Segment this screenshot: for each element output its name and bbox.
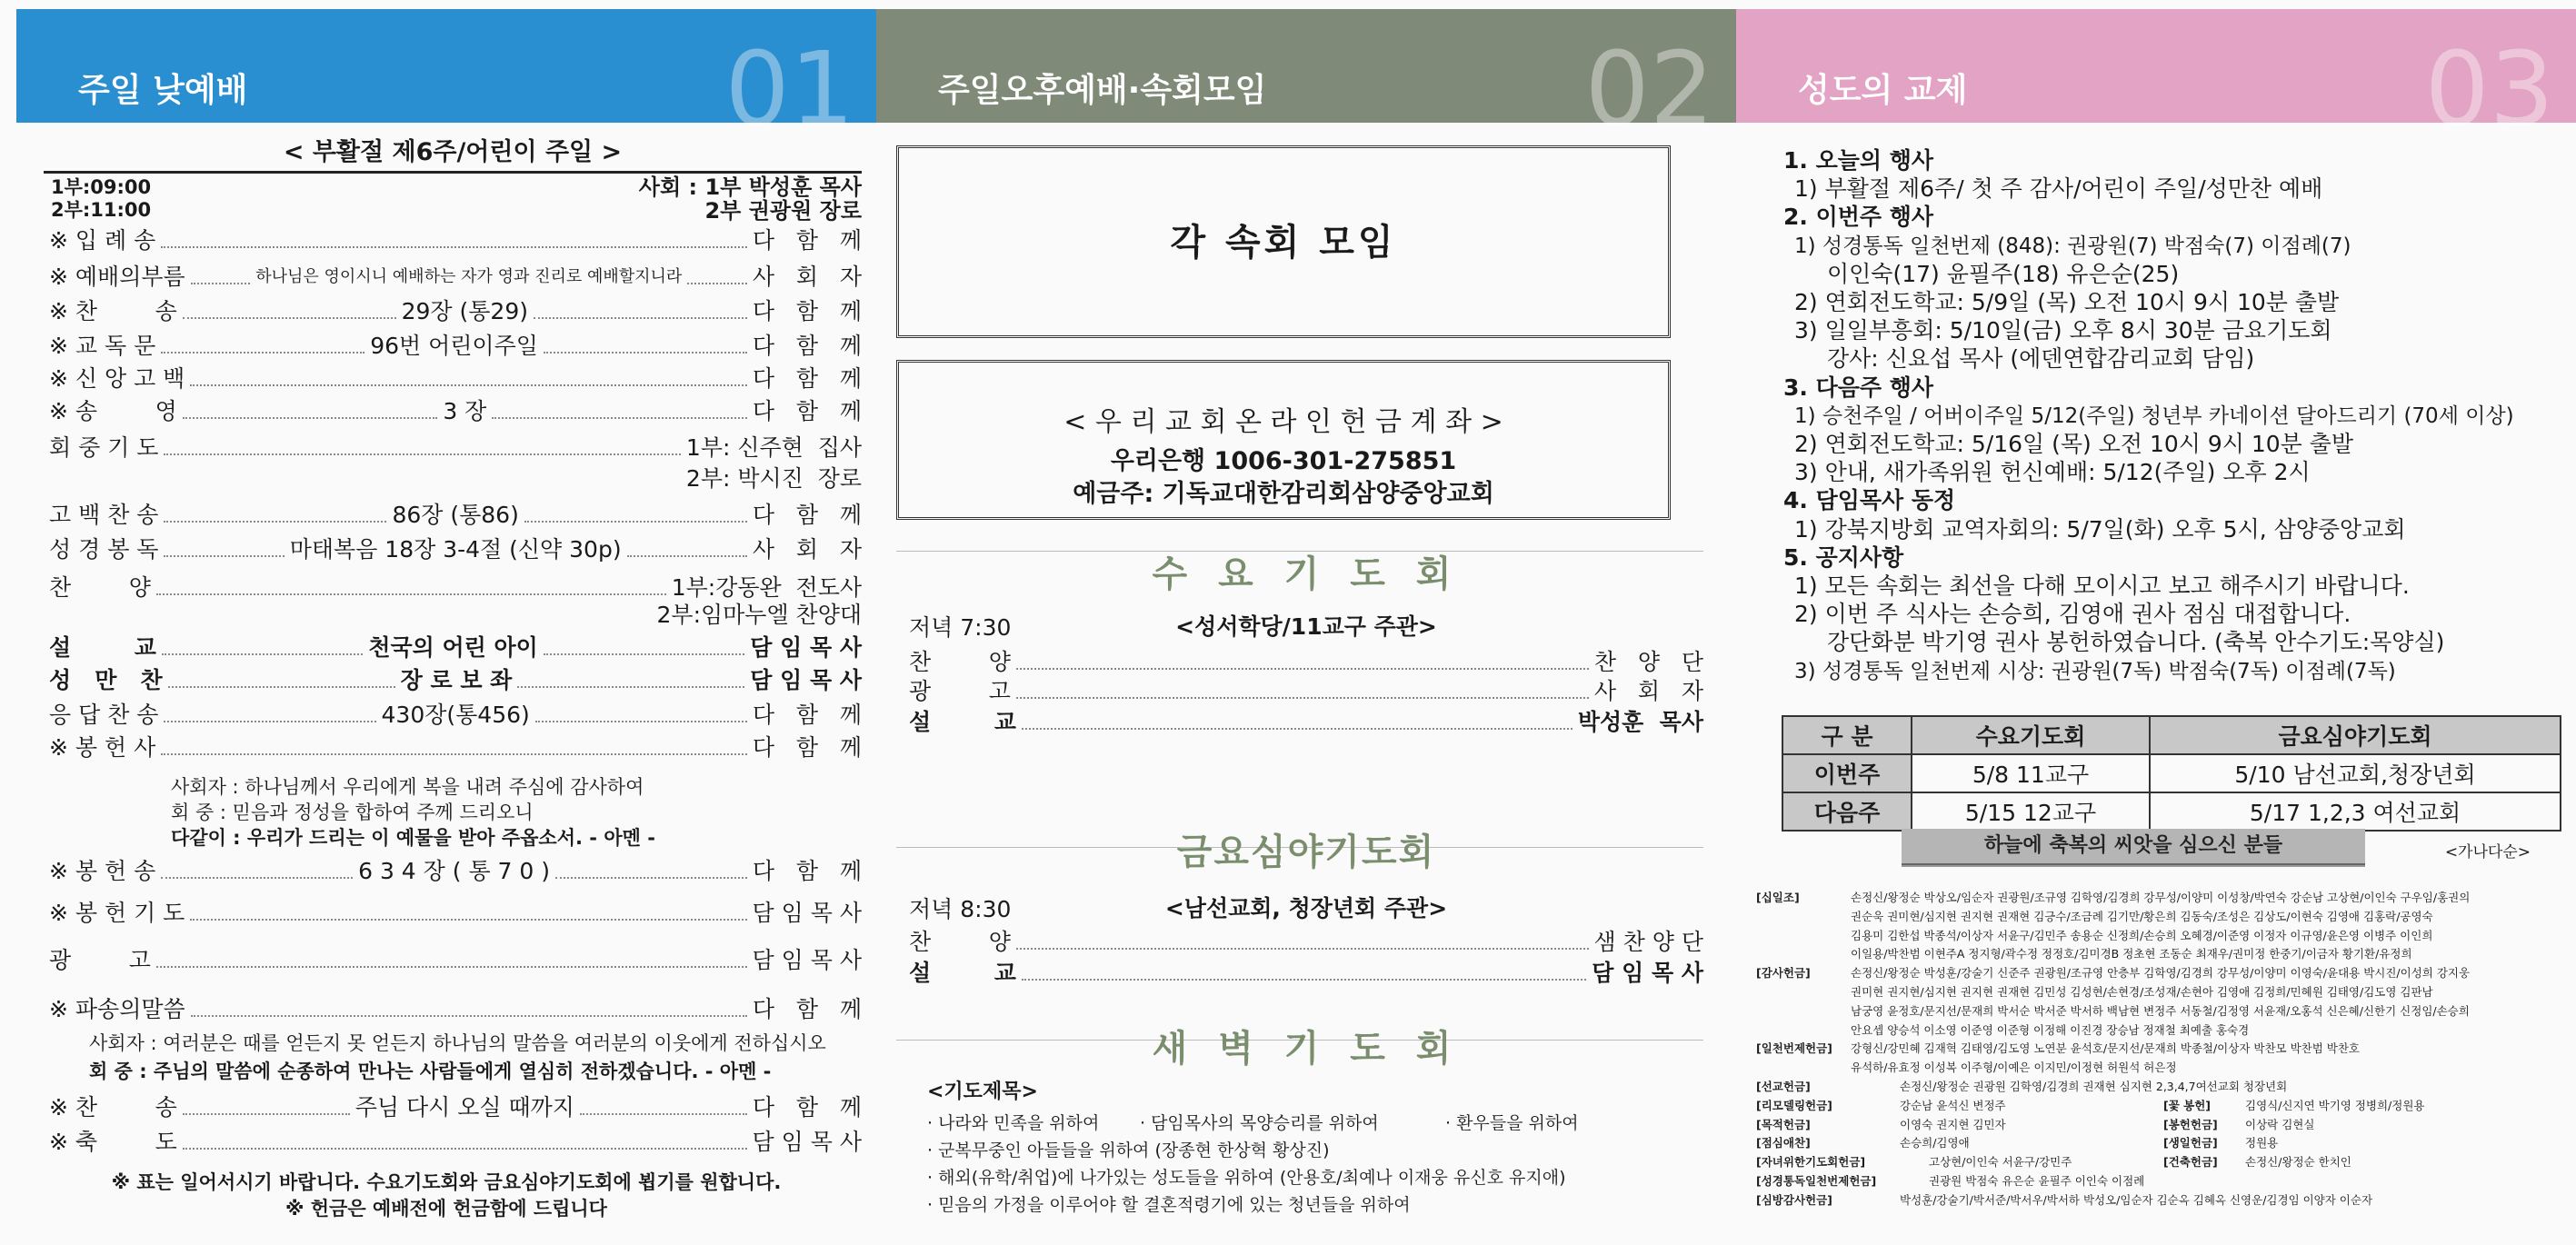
order-row — [49, 856, 862, 887]
order-row — [909, 927, 1703, 958]
order-row — [49, 396, 862, 427]
dot-leader — [183, 1113, 350, 1115]
order-row — [49, 262, 862, 293]
order-leader: 다 함 께 — [752, 227, 862, 254]
dot-leader — [534, 317, 747, 319]
dot-leader — [1016, 697, 1589, 699]
table-cell: 다음주 — [1782, 792, 1912, 831]
order-leader: 2부: 박시진 장로 — [685, 465, 862, 492]
order-row — [49, 732, 862, 763]
order-content: 3 장 — [443, 398, 487, 424]
order-label: 회 중 기 도 — [49, 434, 159, 461]
order-label: ※ 파송의말씀 — [49, 996, 185, 1022]
table-cell: 5/15 12교구 — [1912, 792, 2150, 831]
prayer-topic: · 담임목사의 목양승리를 위하여 — [1140, 1113, 1379, 1133]
panel1-title: 주일 낮예배 — [78, 72, 248, 109]
news-item: 이인숙(17) 윤필주(18) 유은순(25) — [1827, 260, 2180, 287]
sunday-subtitle: < 부활절 제6주/어린이 주일 > — [44, 134, 862, 174]
service-time-1: 1부:09:00 — [51, 176, 152, 198]
donor-category: [봉헌헌금] — [2163, 1117, 2218, 1131]
dot-leader — [162, 653, 363, 655]
order-row — [909, 707, 1703, 738]
news-item: 3) 안내, 새가족위원 헌신예배: 5/12(주일) 오후 2시 — [1794, 459, 2311, 486]
order-leader: 사 회 자 — [752, 536, 863, 563]
sending-word-1: 사회자 : 여러분은 때를 얻든지 못 얻든지 하나님의 말씀을 여러분의 이웃에게 전하십시오 — [89, 1032, 826, 1054]
prayer-topic: · 군복무중인 아들들을 위하여 (장종현 한상혁 황상진) — [927, 1140, 1330, 1160]
order-content: 장 로 보 좌 — [400, 667, 513, 693]
order-content: 6 3 4 장 ( 통 7 0 ) — [358, 858, 551, 884]
order-leader: 다 함 께 — [752, 734, 862, 761]
panel2-number: 02 — [1584, 31, 1714, 149]
table-header: 금요심야기도회 — [2150, 716, 2561, 754]
donor-category: [자녀위한기도회헌금] — [1756, 1155, 1866, 1170]
panel3-header — [1736, 9, 2576, 149]
order-leader: 담 임 목 사 — [752, 1129, 862, 1155]
order-leader: 1부:강동완 전도사 — [671, 574, 862, 601]
order-row — [49, 700, 862, 731]
prayer-topic: · 환우들을 위하여 — [1445, 1113, 1579, 1133]
cell-meeting-box — [896, 145, 1671, 338]
donor-names: 남궁영 윤정호/문지선/문재희 박서순 박서준 박서하 백남현 변정주 서동철/김정영 서윤재/오홍석 신은혜/신한기 신정임/손승희 — [1851, 1003, 2470, 1018]
news-heading: 3. 다음주 행사 — [1783, 374, 1934, 401]
dot-leader — [492, 417, 747, 419]
footer-note-2: ※ 헌금은 예배전에 헌금함에 드립니다 — [285, 1198, 607, 1220]
order-leader: 담 임 목 사 — [750, 667, 862, 693]
dot-leader — [156, 593, 666, 595]
donor-names: 유석하/유효정 이성복 이주형/이예은 이지민/이정현 허원석 허은정 — [1851, 1061, 2177, 1075]
donor-category: [목적헌금] — [1756, 1117, 1811, 1131]
order-row — [909, 958, 1703, 989]
offering-prayer-3: 다같이 : 우리가 드리는 이 예물을 받아 주옵소서. - 아멘 - — [171, 827, 655, 849]
donor-names: 강형신/강민혜 김재혁 김태영/김도영 노연분 윤석호/문지선/문재희 박종철/이상자 박찬모 박찬범 박찬호 — [1851, 1041, 2360, 1056]
order-leader: 다 함 께 — [752, 365, 862, 392]
order-label: 찬 양 — [909, 929, 1011, 955]
order-row — [49, 600, 862, 631]
donor-names: 손정신/왕정순 한치인 — [2245, 1155, 2351, 1170]
order-content: 430장(통456) — [381, 702, 530, 728]
order-leader: 다 함 께 — [752, 333, 862, 359]
order-label: 설 교 — [909, 709, 1016, 735]
order-row — [49, 500, 862, 531]
order-leader: 다 함 께 — [752, 996, 862, 1022]
panel-afternoon-service — [876, 0, 1736, 1245]
panel3-number: 03 — [2424, 31, 2554, 149]
friday-host: <남선교회, 청장년회 주관> — [1164, 895, 1448, 921]
order-row — [909, 647, 1703, 678]
wednesday-time: 저녁 7:30 — [909, 614, 1012, 641]
donor-category: [일천번제헌금] — [1756, 1041, 1832, 1056]
order-row — [49, 331, 862, 362]
dot-leader — [191, 1015, 747, 1017]
dot-leader — [164, 555, 284, 557]
dot-leader — [190, 384, 747, 386]
dot-leader — [183, 317, 396, 319]
service-host-2: 2부 권광원 장로 — [704, 198, 862, 224]
online-offering-heading: < 우 리 교 회 온 라 인 헌 금 계 좌 > — [1063, 406, 1503, 438]
news-item: 1) 강북지방회 교역자회의: 5/7일(화) 오후 5시, 삼양중앙교회 — [1794, 515, 2406, 543]
order-label: 성 경 봉 독 — [49, 536, 159, 563]
table-cell: 5/10 남선교회,청장년회 — [2150, 754, 2561, 792]
donor-names: 손승희/김영애 — [1900, 1136, 1970, 1150]
dot-leader — [1016, 948, 1589, 950]
order-label: 광 고 — [909, 678, 1011, 704]
order-leader: 다 함 께 — [752, 702, 862, 728]
news-item: 2) 연회전도학교: 5/9일 (목) 오전 10시 9시 10분 출발 — [1794, 289, 2340, 315]
prayer-topic: · 해외(유학/취업)에 나가있는 성도들을 위하여 (안용호/최예나 이재웅 유신호 유지애) — [927, 1168, 1566, 1188]
offering-prayer-2: 회 중 : 믿음과 정성을 합하여 주께 드리오니 — [171, 802, 534, 823]
news-heading: 4. 담임목사 동정 — [1783, 487, 1956, 514]
order-content: 96번 어린이주일 — [370, 333, 538, 359]
order-label: ※ 입 례 송 — [49, 227, 156, 254]
order-row — [49, 1127, 862, 1158]
order-content: 마태복음 18장 3-4절 (신약 30p) — [289, 536, 622, 563]
dot-leader — [164, 721, 375, 722]
order-row — [49, 433, 862, 463]
donor-category: [꽃 봉헌] — [2163, 1098, 2212, 1112]
order-label: 고 백 찬 송 — [49, 502, 159, 528]
order-label: ※ 송 영 — [49, 398, 177, 424]
order-content: 주님 다시 오실 때까지 — [354, 1094, 574, 1120]
dot-leader — [190, 919, 746, 921]
donor-names: 손정신/왕정순 박성훈/강술기 신준주 권광원/조규영 안층부 김학영/김경희 강무성/이양미 이영숙/윤대용 박시진/이성희 강지웅 — [1851, 966, 2471, 981]
order-leader: 담 임 목 사 — [752, 947, 862, 973]
order-row — [909, 676, 1703, 707]
order-label: ※ 찬 송 — [49, 1094, 177, 1120]
dawn-title: 새 벽 기 도 회 — [1152, 1028, 1461, 1070]
order-leader: 박성훈 목사 — [1577, 709, 1703, 735]
donor-names: 정원용 — [2245, 1136, 2279, 1150]
donor-names: 권순욱 권미현/심지현 권지현 권재현 김긍수/조금례 김기만/황은희 김동숙/조성은 김상도/이현숙 김영애 김홍락/공영숙 — [1851, 909, 2433, 923]
order-leader: 찬 양 단 — [1593, 649, 1703, 675]
dot-leader — [191, 283, 251, 284]
table-header: 구 분 — [1782, 716, 1912, 754]
bank-account: 우리은행 1006-301-275851 — [1110, 447, 1457, 475]
dot-leader — [517, 686, 744, 688]
news-item: 1) 성경통독 일천번제 (848): 권광원(7) 박점숙(7) 이점례(7) — [1794, 234, 2351, 258]
dot-leader — [1016, 668, 1589, 670]
order-label: 응 답 찬 송 — [49, 702, 159, 728]
panel2-header — [876, 9, 1736, 149]
panel3-title: 성도의 교제 — [1798, 72, 1968, 109]
table-cell: 5/17 1,2,3 여선교회 — [2150, 792, 2561, 831]
order-row — [49, 632, 862, 663]
order-content: 천국의 어린 아이 — [368, 634, 538, 661]
donor-category: [성경통독일천번제헌금] — [1756, 1174, 1877, 1188]
donor-names: 강순남 윤석신 변정주 — [1900, 1098, 2006, 1112]
news-item: 3) 성경통독 일천번제 시상: 권광원(7독) 박점숙(7독) 이점례(7독) — [1794, 659, 2396, 683]
order-row — [49, 296, 862, 327]
news-item: 강사: 신요섭 목사 (에덴연합감리교회 담임) — [1827, 345, 2255, 373]
prayer-topic: · 믿음의 가정을 이루어야 할 결혼적령기에 있는 청년들을 위하여 — [927, 1195, 1411, 1215]
panel2-title: 주일오후예배·속회모임 — [938, 72, 1267, 109]
donor-names: 권광원 박점숙 유은순 윤필주 이인숙 이점례 — [1929, 1174, 2145, 1188]
donor-category: [건축헌금] — [2163, 1155, 2218, 1170]
dot-leader — [156, 966, 747, 968]
dot-leader — [164, 453, 680, 455]
order-label: ※ 예배의부름 — [49, 264, 185, 290]
order-label: 광 고 — [49, 947, 151, 973]
service-time-2: 2부:11:00 — [51, 199, 152, 221]
order-label: ※ 찬 송 — [49, 298, 177, 324]
panel-sunday-service — [16, 0, 876, 1245]
footer-note-1: ※ 표는 일어서시기 바랍니다. 수요기도회와 금요심야기도회에 뵙기를 원합니다. — [111, 1171, 782, 1193]
order-content: 29장 (통29) — [401, 298, 529, 324]
donor-category: [감사헌금] — [1756, 966, 1811, 981]
order-row — [49, 573, 862, 603]
order-leader: 사 회 자 — [1593, 678, 1703, 704]
order-label: ※ 봉 헌 송 — [49, 858, 156, 884]
donor-names: 고상현/이인숙 서윤구/강민주 — [1929, 1155, 2072, 1170]
donor-category: [십일조] — [1756, 891, 1800, 904]
order-label: ※ 봉 헌 기 도 — [49, 900, 185, 926]
donor-names: 이상락 김현실 — [2245, 1117, 2315, 1131]
dot-leader — [687, 283, 747, 284]
donor-names: 박성훈/강술기/박서준/박서우/박서하 박성오/임순자 김순옥 김혜옥 신영운/김경임 이양자 이순자 — [1900, 1192, 2373, 1207]
wednesday-title: 수 요 기 도 회 — [1152, 553, 1461, 595]
order-leader: 1부: 신주현 집사 — [685, 434, 862, 461]
dot-leader — [544, 653, 744, 655]
order-label: ※ 교 독 문 — [49, 333, 156, 359]
news-item: 2) 연회전도학교: 5/16일 (목) 오전 10시 9시 10분 출발 — [1794, 431, 2354, 457]
order-label: 찬 양 — [909, 649, 1011, 675]
dot-leader — [161, 877, 353, 879]
order-row — [49, 463, 862, 494]
order-row — [49, 1092, 862, 1123]
order-row — [49, 534, 862, 565]
news-item: 1) 부활절 제6주/ 첫 주 감사/어린이 주일/성만찬 예배 — [1794, 175, 2323, 203]
order-content: 하나님은 영이시니 예배하는 자가 영과 진리로 예배할지니라 — [255, 267, 683, 286]
dot-leader — [544, 352, 747, 354]
dot-leader — [183, 417, 438, 419]
order-label: ※ 신 앙 고 백 — [49, 365, 185, 392]
news-heading: 1. 오늘의 행사 — [1783, 147, 1934, 174]
prayer-topic: · 나라와 민족을 위하여 — [927, 1113, 1100, 1133]
account-holder: 예금주: 기독교대한감리회삼양중앙교회 — [1073, 480, 1494, 508]
donor-category: [생일헌금] — [2163, 1136, 2218, 1150]
order-leader: 담 임 목 사 — [752, 900, 862, 926]
dot-leader — [555, 877, 747, 879]
dot-leader — [161, 753, 747, 755]
order-label: 찬 양 — [49, 574, 151, 601]
table-cell: 5/8 11교구 — [1912, 754, 2150, 792]
panel1-header — [16, 9, 876, 149]
order-content: 86장 (통86) — [392, 502, 519, 528]
order-label: ※ 봉 헌 사 — [49, 734, 156, 761]
order-row — [49, 364, 862, 394]
order-row — [49, 994, 862, 1025]
dot-leader — [183, 1148, 747, 1150]
donors-title — [1902, 829, 2365, 865]
donor-names: 이영숙 권지현 김민자 — [1900, 1117, 2006, 1131]
dot-leader — [1022, 728, 1573, 730]
dot-leader — [535, 721, 747, 722]
dot-leader — [1022, 979, 1586, 981]
order-leader: 다 함 께 — [752, 298, 862, 324]
order-row — [49, 665, 862, 696]
order-leader: 다 함 께 — [752, 1094, 862, 1120]
donor-names: 손정신/왕정순 권광원 김학영/김경희 권재현 심지현 2,3,4,7여선교회 청장년회 — [1900, 1080, 2288, 1093]
donor-names: 안요셉 양승석 이소영 이준영 이준형 이정해 이진경 장승남 정재철 최예출 홍숙경 — [1851, 1022, 2250, 1037]
donor-category: [리모델링헌금] — [1756, 1098, 1832, 1112]
donor-category: [심방감사헌금] — [1756, 1192, 1832, 1207]
online-offering-box — [896, 360, 1671, 520]
dot-leader — [524, 521, 747, 523]
order-row — [49, 898, 862, 929]
order-leader: 다 함 께 — [752, 502, 863, 528]
news-item: 강단화분 박기영 권사 봉헌하였습니다. (축복 안수기도:목양실) — [1827, 629, 2445, 656]
order-row — [49, 225, 862, 256]
news-heading: 2. 이번주 행사 — [1783, 204, 1934, 231]
wednesday-host: <성서학당/11교구 주관> — [1175, 613, 1437, 640]
sending-word-2: 회 중 : 주님의 말씀에 순종하여 만나는 사람들에게 열심히 전하겠습니다. - 아멘 - — [89, 1061, 772, 1082]
dot-leader — [161, 352, 364, 354]
offering-prayer-1: 사회자 : 하나님께서 우리에게 복을 내려 주심에 감사하여 — [171, 776, 644, 798]
order-leader: 사 회 자 — [752, 264, 863, 290]
order-label: ※ 축 도 — [49, 1129, 177, 1155]
donors-order-note: <가나다순> — [2444, 843, 2531, 862]
friday-time: 저녁 8:30 — [909, 896, 1012, 922]
news-item: 2) 이번 주 식사는 손승희, 김영애 권사 점심 대접합니다. — [1794, 601, 2351, 628]
dot-leader — [580, 1113, 747, 1115]
table-header: 수요기도회 — [1912, 716, 2150, 754]
prayer-schedule-table — [1782, 715, 2561, 832]
order-row — [49, 945, 862, 976]
order-leader: 다 함 께 — [752, 858, 862, 884]
order-leader: 담 임 목 사 — [750, 634, 862, 661]
dot-leader — [168, 686, 395, 688]
donor-names: 권미현 권지현/심지현 권지현 권재현 김민성 김성현/손현경/조성재/손현아 김영애 김정희/민혜원 김태영/김도영 김판남 — [1851, 985, 2433, 999]
donors-title-text: 하늘에 축복의 씨앗을 심으신 분들 — [1983, 834, 2283, 857]
dot-leader — [627, 555, 747, 557]
table-cell: 이번주 — [1782, 754, 1912, 792]
friday-title: 금요심야기도회 — [1176, 832, 1436, 873]
donor-category: [점심애찬] — [1756, 1136, 1811, 1150]
order-label: 설 교 — [909, 960, 1016, 986]
order-leader: 다 함 께 — [752, 398, 862, 424]
order-label: 설 교 — [49, 634, 156, 661]
service-host-1: 사회 : 1부 박성훈 목사 — [638, 174, 862, 200]
donor-names: 손정신/왕정순 박상오/임순자 권광원/조규영 김학영/김경희 강무성/이양미 이성창/박연숙 강순남 고상현/이인숙 구우임/홍권의 — [1851, 891, 2471, 904]
news-item: 3) 일일부흥회: 5/10일(금) 오후 8시 30분 금요기도회 — [1794, 317, 2332, 344]
news-item: 1) 모든 속회는 최선을 다해 모이시고 보고 해주시기 바랍니다. — [1794, 573, 2410, 599]
donor-names: 김용미 김한섭 박종석/이상자 서윤구/김민주 송용순 신정희/손승희 오혜경/이준영 이정자 이규영/윤은영 이병주 이인희 — [1851, 928, 2433, 942]
panel1-number: 01 — [724, 31, 854, 149]
dot-leader — [161, 246, 747, 248]
donor-names: 이일용/박찬범 이현주A 정지형/곽수정 정정호/김미경B 정초현 조동순 최재우/권미정 한중기/이금자 황기환/유정희 — [1851, 947, 2412, 961]
news-item: 1) 승천주일 / 어버이주일 5/12(주일) 청년부 카네이션 달아드리기 (70세 이상) — [1794, 403, 2514, 428]
cell-meeting-title: 각 속회 모임 — [1170, 222, 1397, 264]
donor-names: 김영식/신지연 박기영 정병희/정원용 — [2245, 1098, 2425, 1112]
order-label: 성 만 찬 — [49, 667, 163, 693]
order-leader: 샘 찬 양 단 — [1593, 929, 1703, 955]
order-leader: 담 임 목 사 — [1592, 960, 1703, 986]
prayer-topics-title: <기도제목> — [927, 1081, 1038, 1103]
order-leader: 2부:임마누엘 찬양대 — [656, 602, 862, 628]
news-heading: 5. 공지사항 — [1783, 543, 1904, 571]
panel-fellowship — [1736, 0, 2576, 1245]
donor-category: [선교헌금] — [1756, 1080, 1811, 1093]
dot-leader — [164, 521, 386, 523]
